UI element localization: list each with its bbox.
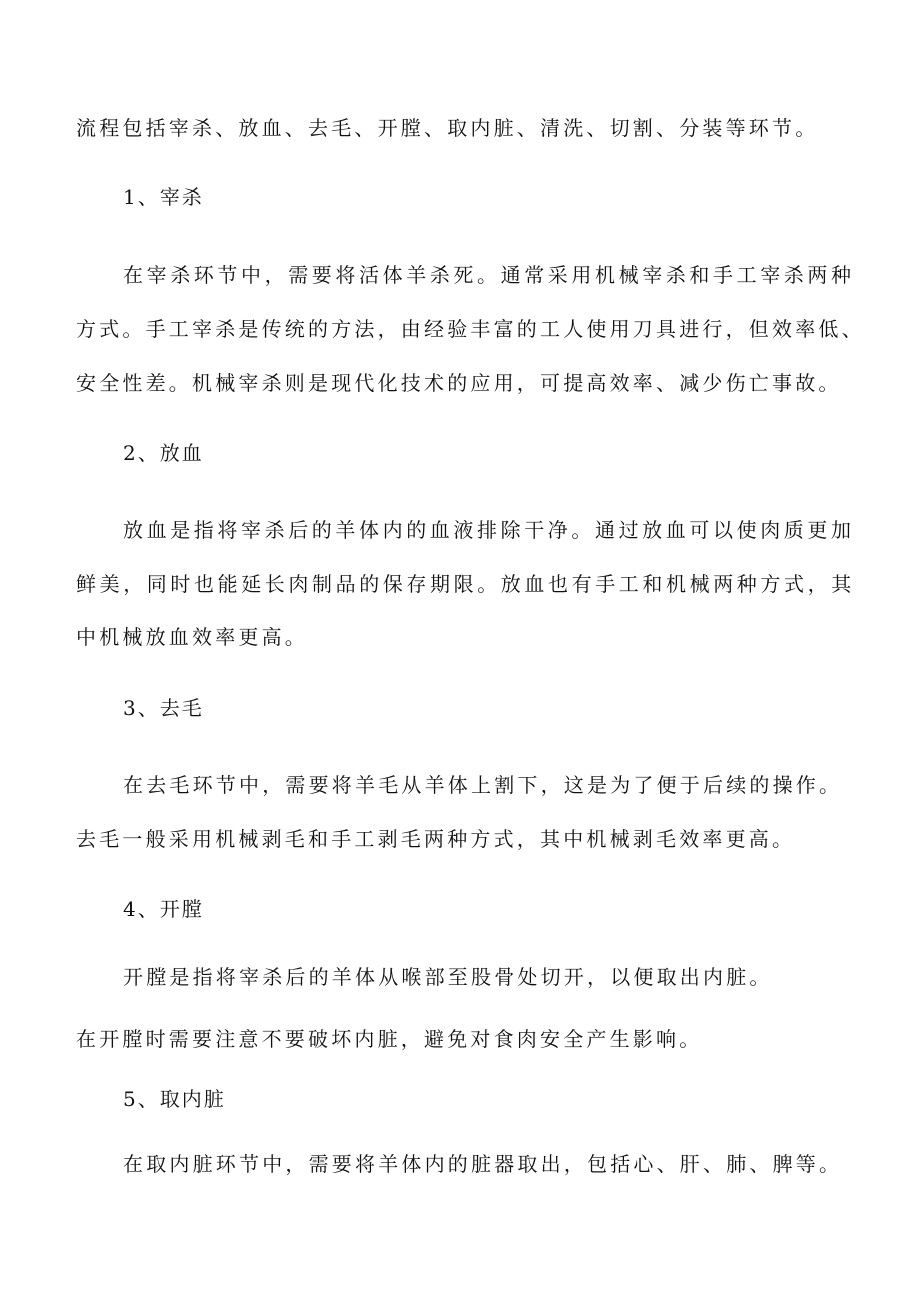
section-heading-evisceration-opening: 4、开膛 [123,897,204,921]
paragraph-line: 去毛一般采用机械剥毛和手工剥毛两种方式，其中机械剥毛效率更高。 [76,827,796,851]
paragraph-line: 在宰杀环节中，需要将活体羊杀死。通常采用机械宰杀和手工宰杀两种 [123,263,855,287]
section-heading-remove-organs: 5、取内脏 [123,1087,226,1111]
intro-line: 流程包括宰杀、放血、去毛、开膛、取内脏、清洗、切割、分装等环节。 [76,116,819,140]
section-heading-bleeding: 2、放血 [123,441,204,465]
paragraph-line: 方式。手工宰杀是传统的方法，由经验丰富的工人使用刀具进行，但效率低、 [76,317,865,341]
section-heading-slaughter: 1、宰杀 [123,185,204,209]
paragraph-line: 在开膛时需要注意不要破坏内脏，避免对食肉安全产生影响。 [76,1027,703,1051]
paragraph-line: 中机械放血效率更高。 [76,625,308,649]
paragraph-line: 放血是指将宰杀后的羊体内的血液排除干净。通过放血可以使肉质更加 [123,518,855,542]
paragraph-line: 鲜美，同时也能延长肉制品的保存期限。放血也有手工和机械两种方式，其 [76,572,855,596]
paragraph-line: 安全性差。机械宰杀则是现代化技术的应用，可提高效率、减少伤亡事故。 [76,371,842,395]
section-heading-dehairing: 3、去毛 [123,696,204,720]
paragraph-line: 在去毛环节中，需要将羊毛从羊体上割下，这是为了便于后续的操作。 [123,773,843,797]
paragraph-line: 开膛是指将宰杀后的羊体从喉部至股骨处切开，以便取出内脏。 [123,965,773,989]
paragraph-line: 在取内脏环节中，需要将羊体内的脏器取出，包括心、肝、肺、脾等。 [123,1152,843,1176]
